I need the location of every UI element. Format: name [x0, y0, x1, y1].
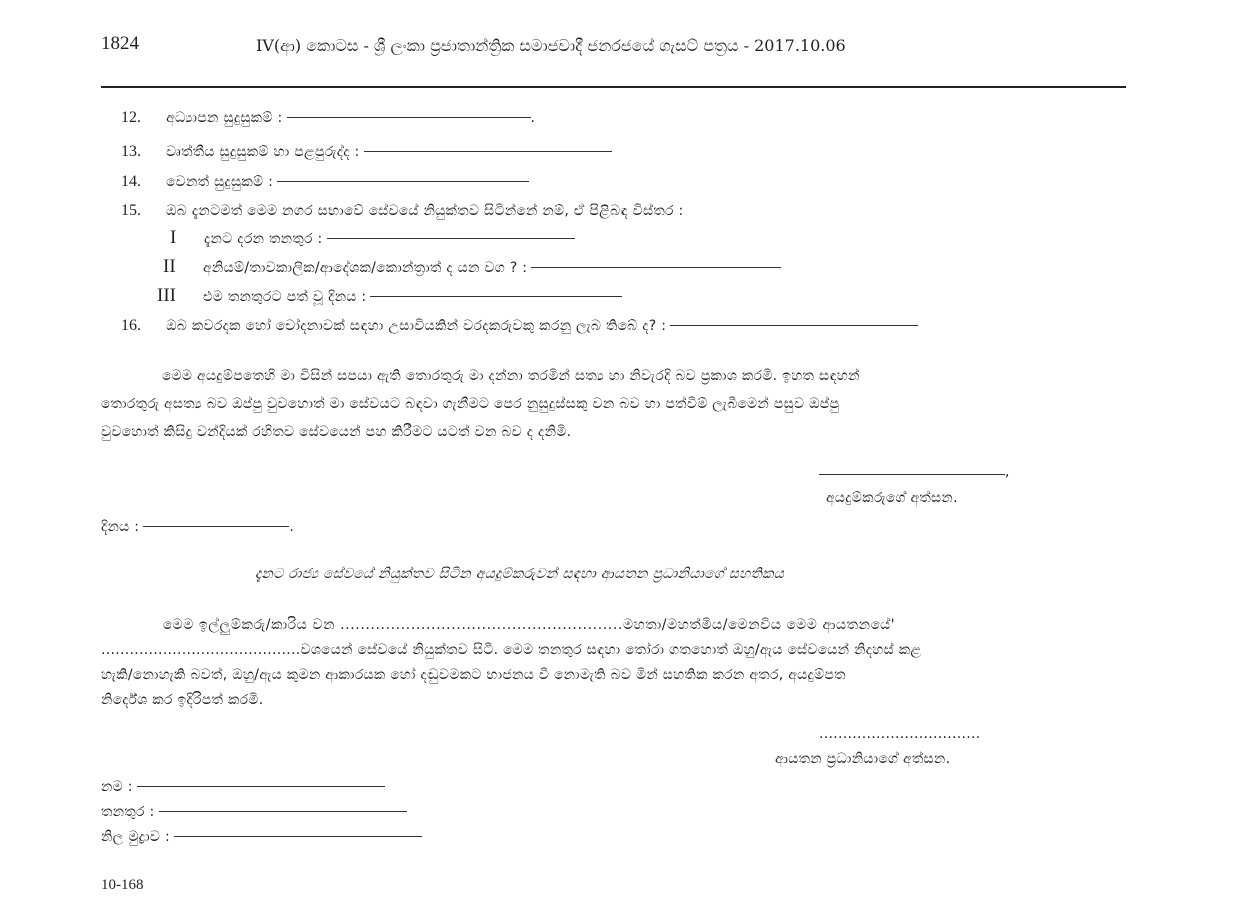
item-number: 14.	[121, 173, 141, 190]
subitem-label: එම තනතුරට පත් වූ දිනය :	[203, 289, 367, 305]
blank-line	[370, 296, 622, 297]
official-seal-field	[101, 826, 422, 845]
certificate-heading: දැනට රාජ්‍ය සේවයේ නියුක්තව සිටින අයදුම්කරුවන් සඳහා ආයතන ප්‍රධානියාගේ සහතිකය	[255, 566, 785, 582]
field-label: නම :	[101, 779, 133, 795]
field-label: නිල මුද්‍රාව :	[101, 829, 171, 845]
declaration-line-3: වුවහොත් කිසිදු වන්දියක් රහිතව සේවයෙන් පහ කිරීමට යටත් වන බව ද දනිමි.	[101, 424, 572, 440]
declaration-line-1: මෙම අයදුම්පතෙහි මා විසින් සපයා ඇති තොරතුරු මා දන්නා තරමින් සත්‍ය හා නිවැරදි බව ප්‍රකාශ කරමි. ඉහත සඳහන්	[162, 368, 860, 384]
subitem-iii	[157, 285, 622, 307]
head-signature-dots: ..................................	[819, 726, 981, 742]
blank-line	[531, 267, 781, 268]
item-number: 16.	[121, 317, 141, 334]
item-label: ඔබ දැනටමත් මෙම නගර සභාවේ සේවයේ නියුක්තව සිටින්නේ නම්, ඒ පිළිබඳ විස්තර :	[166, 203, 684, 219]
blank-line	[143, 526, 289, 527]
subitem-label: අනියම්/තාවකාලික/ආදේශක/කොන්ත්‍රාත් ද යන වග ? :	[203, 260, 528, 276]
signature-comma: ,	[1005, 464, 1010, 480]
item-13	[121, 141, 612, 161]
blank-line	[159, 811, 407, 812]
item-number: 12.	[121, 109, 141, 126]
item-label: වෘත්තීය සුදුසුකම් හා පළපුරුද්ද :	[166, 144, 360, 160]
item-label: ඔබ කවරදක හෝ චෝදනාවක් සඳහා උසාවියකින් වරදකරුවකු කරනු ලැබ තිබේ ද? :	[166, 318, 667, 334]
certificate-line-3: හැකි/නොහැකි බවත්, ඔහු/ඇය කුමන ආකාරයක හෝ දඬුවමකට භාජනය වී නොමැති බව මින් සහතික කරන අතර, අයදුම්පත	[101, 667, 846, 683]
subitem-label: දැනට දරන තනතුර :	[204, 231, 323, 247]
field-label: තනතුර :	[101, 804, 155, 820]
certificate-line-4: නිර්දේශ කර ඉදිරිපත් කරමි.	[101, 692, 264, 708]
blank-line	[137, 786, 385, 787]
date-field: දිනය : .	[101, 519, 295, 535]
subitem-i	[170, 227, 575, 249]
item-16	[121, 315, 918, 335]
name-field	[101, 776, 385, 795]
header-rule	[101, 86, 1126, 88]
applicant-signature-label: අයදුම්කරුගේ අත්සන.	[826, 490, 958, 506]
roman-numeral: III	[157, 285, 176, 306]
subitem-ii	[163, 256, 781, 278]
page-number: 1824	[101, 33, 139, 54]
date-label: දිනය :	[101, 519, 140, 535]
declaration-line-2: තොරතුරු අසත්‍ය බව ඔප්පු වුවහොත් මා සේවයට බඳවා ගැනීමට පෙර නුසුදුස්සකු වන බව හා පත්වීම් ලැබීමෙන් පසුව ඔප්පු	[101, 396, 840, 412]
roman-numeral: II	[163, 256, 176, 277]
item-14	[121, 171, 529, 191]
blank-line	[174, 836, 422, 837]
roman-numeral: I	[170, 227, 177, 248]
item-12: 12. අධ්‍යාපන සුදුසුකම් : .	[121, 109, 536, 126]
signature-line	[819, 474, 1005, 475]
item-15	[121, 200, 684, 220]
certificate-line-1: මෙම ඉල්ලුම්කරු/කාරිය වන ........................................................මහතා/මහත්මිය/මෙනවිය මෙම ආයතනයේ'	[163, 617, 896, 633]
item-number: 15.	[121, 202, 141, 219]
blank-line	[364, 151, 612, 152]
item-label: වෙනත් සුදුසුකම් :	[166, 174, 274, 190]
item-label: අධ්‍යාපන සුදුසුකම් :	[166, 110, 283, 126]
head-signature-label: ආයතන ප්‍රධානියාගේ අත්සන.	[775, 751, 951, 767]
blank-line	[327, 238, 575, 239]
item-number: 13.	[121, 143, 141, 160]
gazette-title: IV(ආ) කොටස - ශ්‍රී ලංකා ප්‍රජාතාන්ත්‍රික සමාජවාදී ජනරජයේ ගැසට් පත්‍රය - 2017.10.06	[256, 36, 846, 55]
certificate-line-2: ..........................................වශයෙන් සේවයේ නියුක්තව සිටී. මෙම තනතුර සඳහා තෝරා ගතහොත් ඔහු/ඇය සේවයෙන් නිදහස් කළ	[101, 642, 922, 658]
designation-field	[101, 801, 407, 820]
blank-line	[670, 325, 918, 326]
blank-line	[287, 117, 531, 118]
footer-code: 10-168	[101, 877, 144, 893]
blank-line	[277, 181, 529, 182]
